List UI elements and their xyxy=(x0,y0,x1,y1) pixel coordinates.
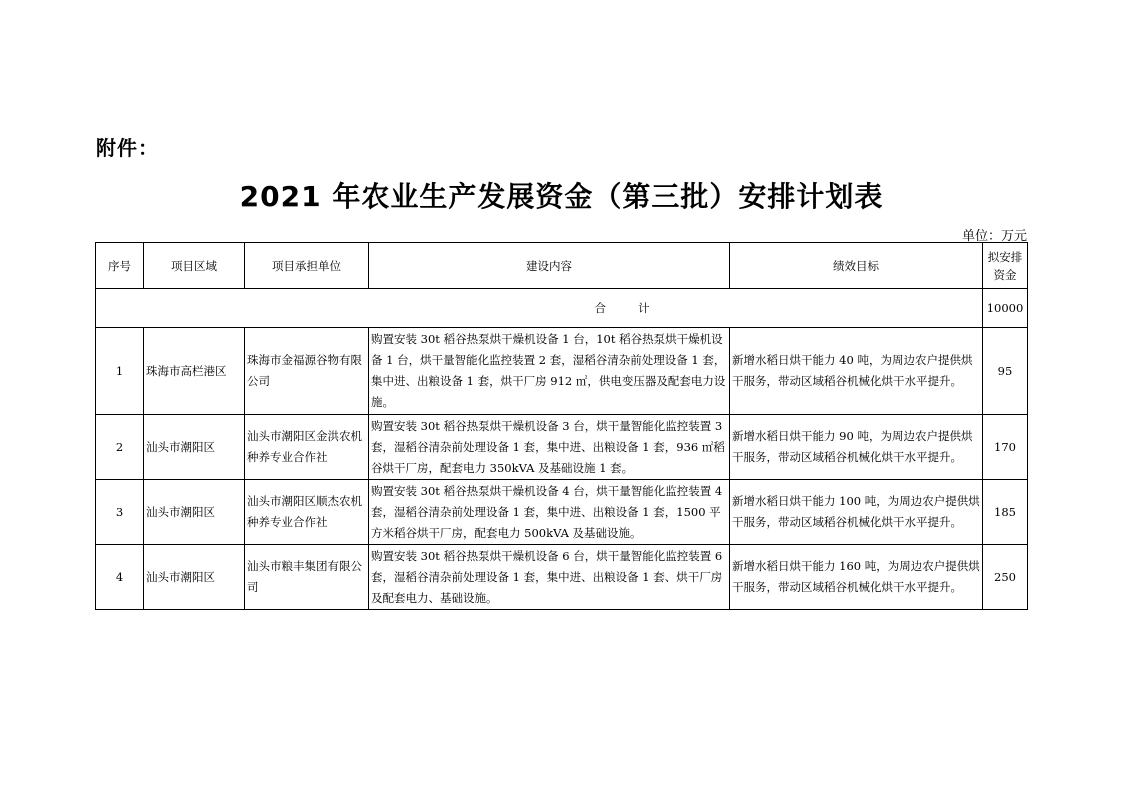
row-region: 汕头市潮阳区 xyxy=(144,480,245,545)
col-header-no: 序号 xyxy=(96,243,144,289)
allocation-table xyxy=(95,242,1028,610)
table-row xyxy=(96,480,1028,545)
row-unit: 汕头市潮阳区金洪农机种养专业合作社 xyxy=(245,415,369,480)
row-amount: 95 xyxy=(983,328,1028,415)
total-row xyxy=(96,289,1028,328)
row-content: 购置安装 30t 稻谷热泵烘干燥机设备 3 台，烘干量智能化监控装置 3 套，湿稻谷清杂前处理设备 1 套，集中进、出粮设备 1 套，936 ㎡稻谷烘干厂房，配套电力 350kVA 及基础设施 1 套。 xyxy=(369,415,730,480)
row-amount: 250 xyxy=(983,545,1028,610)
row-goal: 新增水稻日烘干能力 90 吨，为周边农户提供烘干服务，带动区域稻谷机械化烘干水平提升。 xyxy=(730,415,983,480)
table-row xyxy=(96,328,1028,415)
row-goal: 新增水稻日烘干能力 100 吨，为周边农户提供烘干服务，带动区域稻谷机械化烘干水平提升。 xyxy=(730,480,983,545)
total-label: 合计 xyxy=(96,289,983,328)
row-region: 汕头市潮阳区 xyxy=(144,545,245,610)
table-row xyxy=(96,545,1028,610)
row-goal: 新增水稻日烘干能力 40 吨，为周边农户提供烘干服务，带动区域稻谷机械化烘干水平提升。 xyxy=(730,328,983,415)
col-header-content: 建设内容 xyxy=(369,243,730,289)
col-header-amount: 拟安排资金 xyxy=(983,243,1028,289)
row-no: 1 xyxy=(96,328,144,415)
row-amount: 170 xyxy=(983,415,1028,480)
col-header-goal: 绩效目标 xyxy=(730,243,983,289)
row-unit: 汕头市粮丰集团有限公司 xyxy=(245,545,369,610)
row-no: 2 xyxy=(96,415,144,480)
row-no: 3 xyxy=(96,480,144,545)
col-header-region: 项目区域 xyxy=(144,243,245,289)
row-region: 珠海市高栏港区 xyxy=(144,328,245,415)
table-row xyxy=(96,415,1028,480)
table-header-row xyxy=(96,243,1028,289)
row-content: 购置安装 30t 稻谷热泵烘干燥机设备 1 台，10t 稻谷热泵烘干燥机设备 1 台，烘干量智能化监控装置 2 套，湿稻谷清杂前处理设备 1 套，集中进、出粮设备 1 套，烘干厂房 912 ㎡，供电变压器及配套电力设施。 xyxy=(369,328,730,415)
unit-label: 单位：万元 xyxy=(961,229,1027,244)
attachment-label: 附件： xyxy=(96,136,159,160)
row-content: 购置安装 30t 稻谷热泵烘干燥机设备 6 台，烘干量智能化监控装置 6 套，湿稻谷清杂前处理设备 1 套，集中进、出粮设备 1 套、烘干厂房及配套电力、基础设施。 xyxy=(369,545,730,610)
row-amount: 185 xyxy=(983,480,1028,545)
total-amount: 10000 xyxy=(983,289,1028,328)
col-header-unit: 项目承担单位 xyxy=(245,243,369,289)
row-region: 汕头市潮阳区 xyxy=(144,415,245,480)
row-no: 4 xyxy=(96,545,144,610)
page-title: 2021 年农业生产发展资金（第三批）安排计划表 xyxy=(239,180,884,213)
row-content: 购置安装 30t 稻谷热泵烘干燥机设备 4 台，烘干量智能化监控装置 4 套，湿稻谷清杂前处理设备 1 套，集中进、出粮设备 1 套，1500 平方米稻谷烘干厂房，配套电力 500kVA 及基础设施。 xyxy=(369,480,730,545)
row-unit: 汕头市潮阳区顺杰农机种养专业合作社 xyxy=(245,480,369,545)
row-unit: 珠海市金福源谷物有限公司 xyxy=(245,328,369,415)
row-goal: 新增水稻日烘干能力 160 吨，为周边农户提供烘干服务，带动区域稻谷机械化烘干水平提升。 xyxy=(730,545,983,610)
